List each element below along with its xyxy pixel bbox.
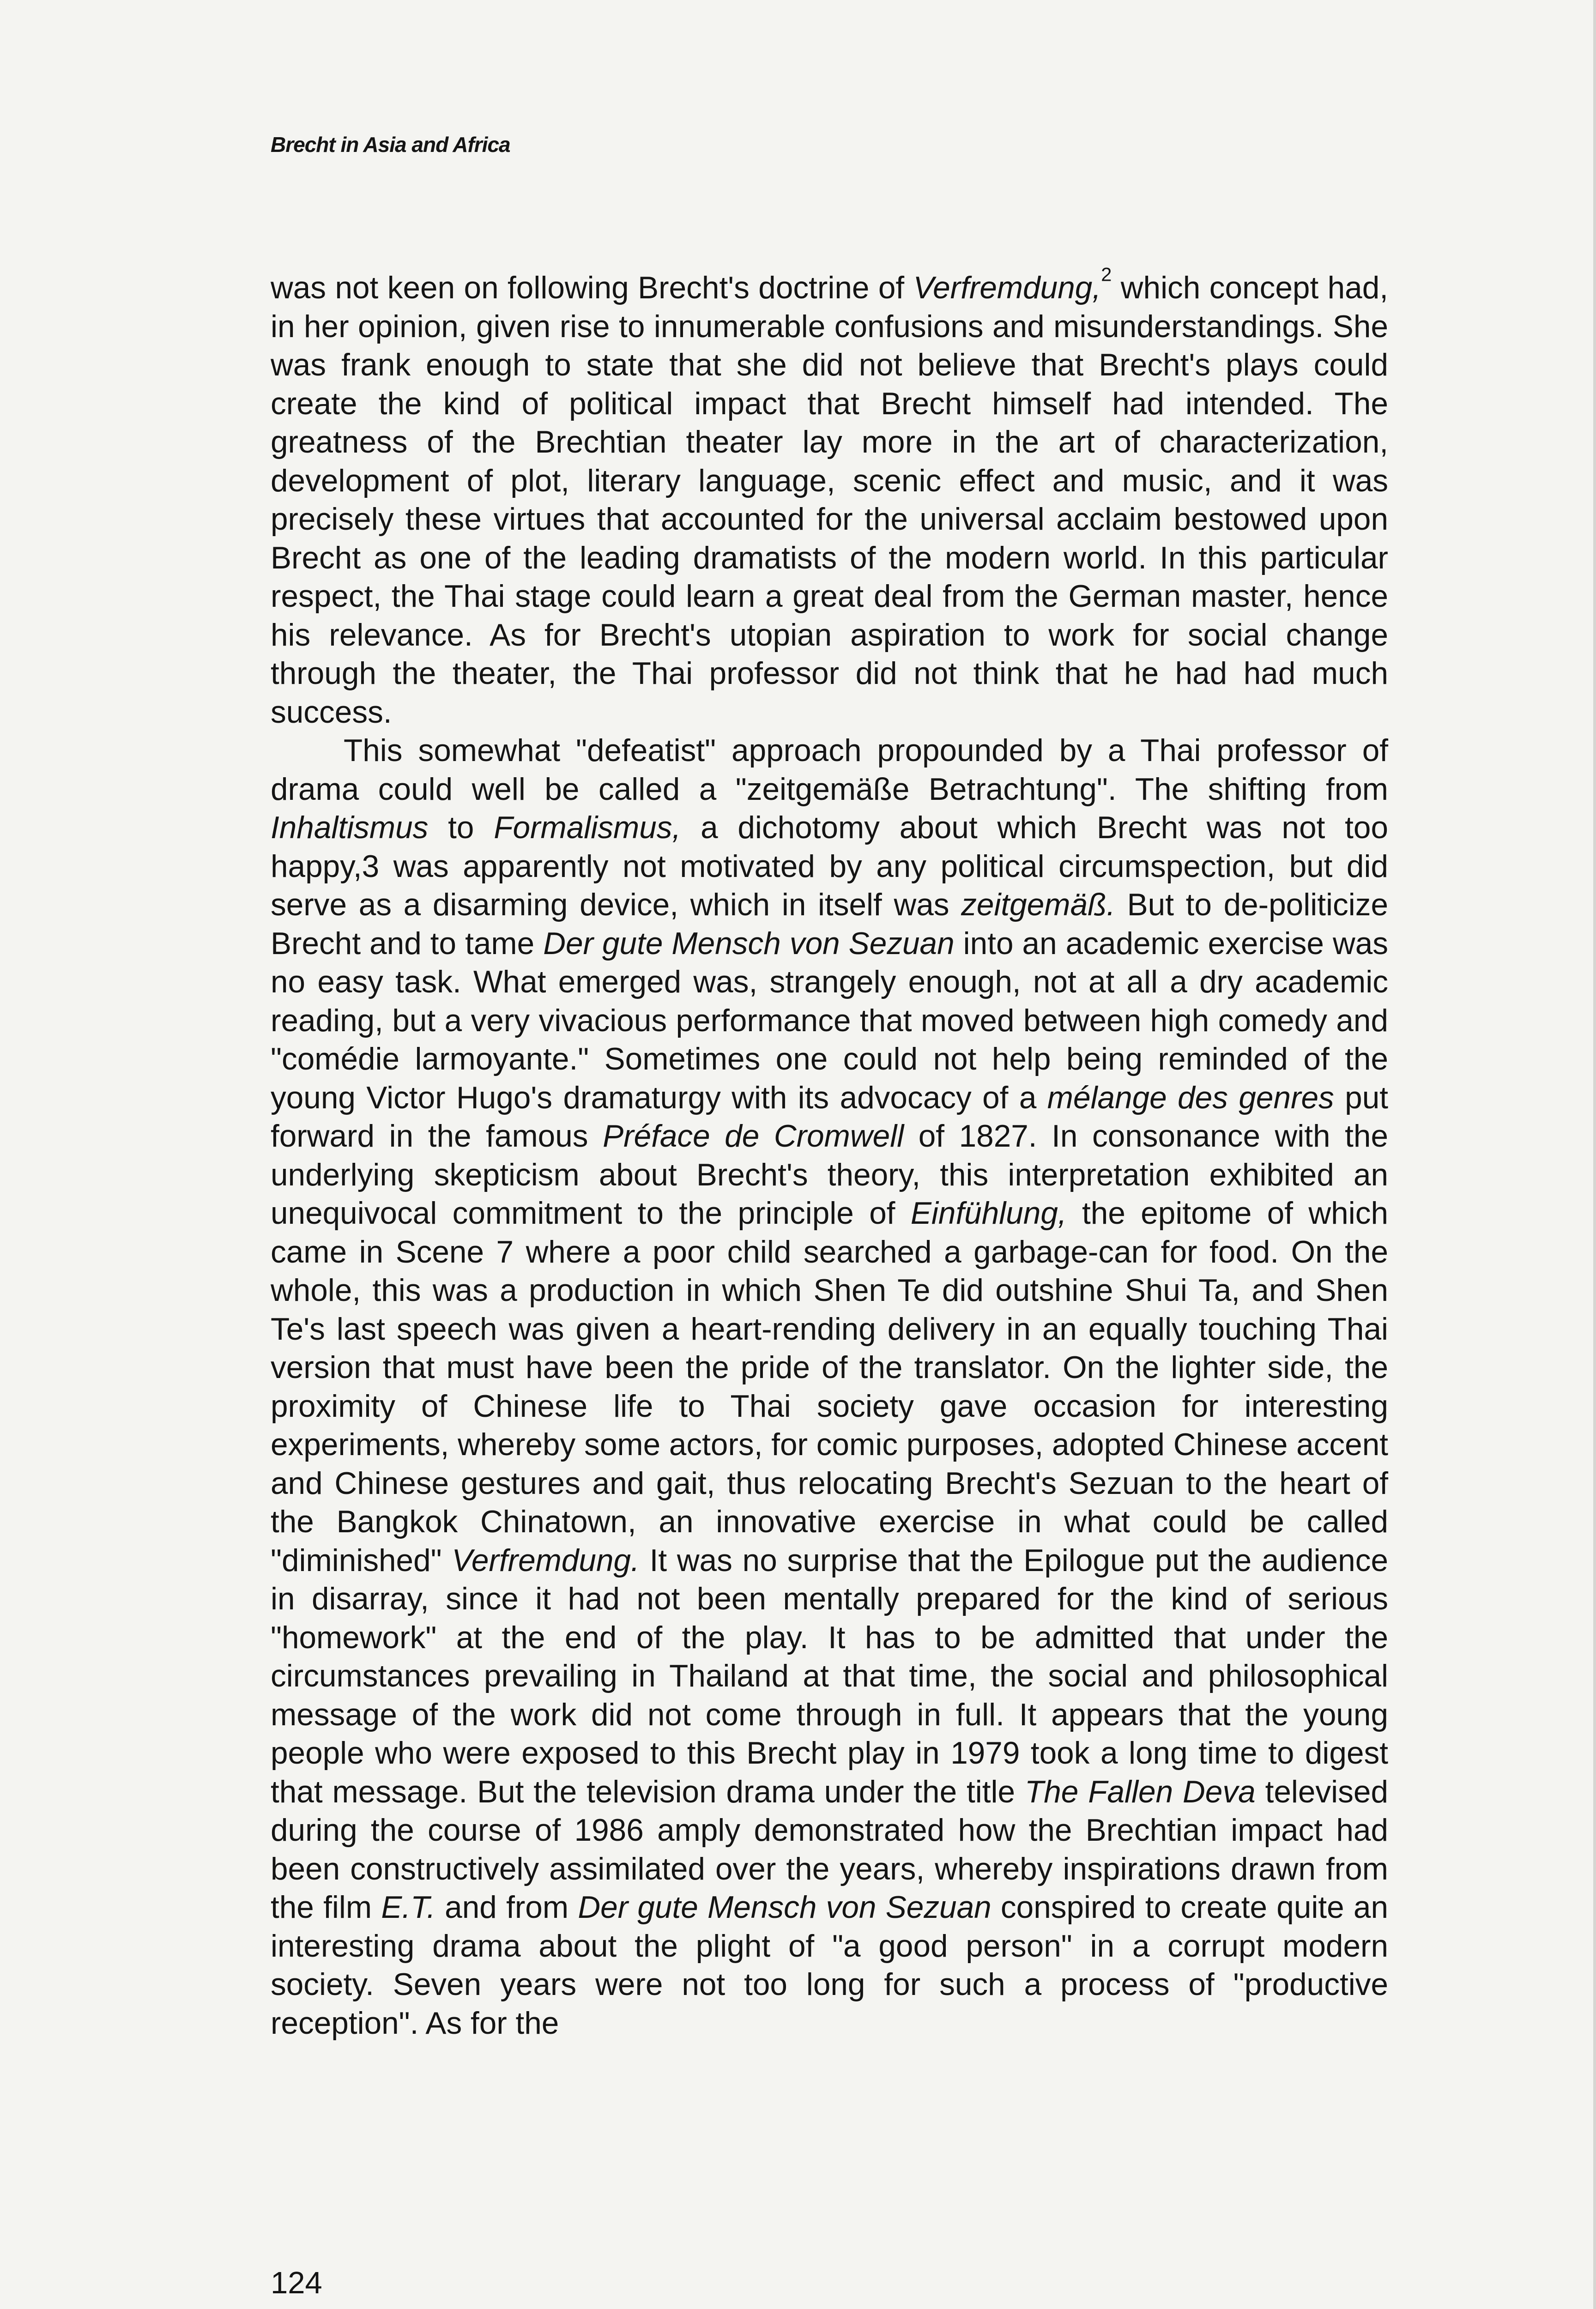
italic-term: Formalismus,	[494, 810, 681, 845]
italic-term: mélange des genres	[1047, 1080, 1334, 1115]
italic-title: Der gute Mensch von Sezuan	[578, 1890, 991, 1925]
text-run: put forward in the famous	[271, 1080, 1388, 1154]
italic-term: Verfremdung.	[452, 1543, 640, 1578]
italic-term: Inhaltismus	[271, 810, 429, 845]
italic-term: zeitgemäß.	[961, 888, 1116, 922]
text-run: conspired to create quite an interesting drama about the plight of "a good person" in a corrupt modern society. Seven years were not too long for such a process of "productive reception". As for the	[271, 1890, 1388, 2041]
running-head: Brecht in Asia and Africa	[271, 133, 510, 157]
text-run: to	[428, 810, 494, 845]
italic-title: E.T.	[381, 1890, 435, 1925]
italic-term: Verfremdung,	[913, 271, 1101, 305]
text-run: But to de-politicize Brecht and to tame	[271, 888, 1388, 961]
text-run: of 1827. In consonance with the underlying skepticism about Brecht's theory, this interpretation exhibited an unequivocal commitment to the principle of	[271, 1119, 1388, 1231]
text-run: and from	[435, 1890, 578, 1925]
body-text	[271, 263, 1389, 2043]
footnote-ref: 2	[1101, 263, 1112, 285]
text-run: the epitome of which came in Scene 7 where a poor child searched a garbage-can for food. On the whole, this was a production in which Shen Te did outshine Shui Ta, and Shen Te's last speech was given a heart-rending delivery in an equally touching Thai version that must have been the pride of the translator. On the lighter side, the proximity of Chinese life to Thai society gave occasion for interesting experiments, whereby some actors, for comic purposes, adopted Chinese accent and Chinese gestures and gait, thus relocating Brecht's Sezuan to the heart of the Bangkok Chinatown, an innovative exercise in what could be called "diminished"	[271, 1196, 1388, 1578]
text-run: which concept had, in her opinion, given rise to innumerable confusions and misunderstandings. She was frank enough to state that she did not believe that Brecht's plays could create the kind of political impact that Brecht himself had intended. The greatness of the Brechtian theater lay more in the art of characterization, development of plot, literary language, scenic effect and music, and it was precisely these virtues that accounted for the universal acclaim bestowed upon Brecht as one of the leading dramatists of the modern world. In this particular respect, the Thai stage could learn a great deal from the German master, hence his relevance. As for Brecht's utopian aspiration to work for social change through the theater, the Thai professor did not think that he had had much success.	[271, 271, 1389, 730]
page-edge	[1593, 0, 1596, 2309]
italic-title: The Fallen Deva	[1025, 1774, 1256, 1809]
text-run: This somewhat "defeatist" approach propounded by a Thai professor of drama could well be called a "zeitgemäße Betrachtung". The shifting from	[271, 733, 1388, 807]
page-number: 124	[271, 2266, 322, 2300]
text-run: televised during the course of 1986 amply demonstrated how the Brechtian impact had been constructively assimilated over the years, whereby inspirations drawn from the film	[271, 1774, 1388, 1925]
paragraph-1	[271, 263, 1389, 731]
text-run: was not keen on following Brecht's doctrine of	[271, 271, 913, 305]
paragraph-2	[271, 731, 1388, 2043]
italic-title: Préface de Cromwell	[603, 1119, 904, 1154]
text-run: It was no surprise that the Epilogue put the audience in disarray, since it had not been mentally prepared for the kind of serious "homework" at the end of the play. It has to be admitted that under the circumstances prevailing in Thailand at that time, the social and philosophical message of the work did not come through in full. It appears that the young people who were exposed to this Brecht play in 1979 took a long time to digest that message. But the television drama under the title	[271, 1543, 1388, 1809]
italic-title: Der gute Mensch von Sezuan	[543, 926, 955, 961]
text-run: a dichotomy about which Brecht was not too happy,3 was apparently not motivated by any political circumspection, but did serve as a disarming device, which in itself was	[271, 810, 1388, 922]
italic-term: Einfühlung,	[910, 1196, 1067, 1231]
text-run: into an academic exercise was no easy task. What emerged was, strangely enough, not at all a dry academic reading, but a very vivacious performance that moved between high comedy and "comédie larmoyante." Sometimes one could not help being reminded of the young Victor Hugo's dramaturgy with its advocacy of a	[271, 926, 1388, 1115]
